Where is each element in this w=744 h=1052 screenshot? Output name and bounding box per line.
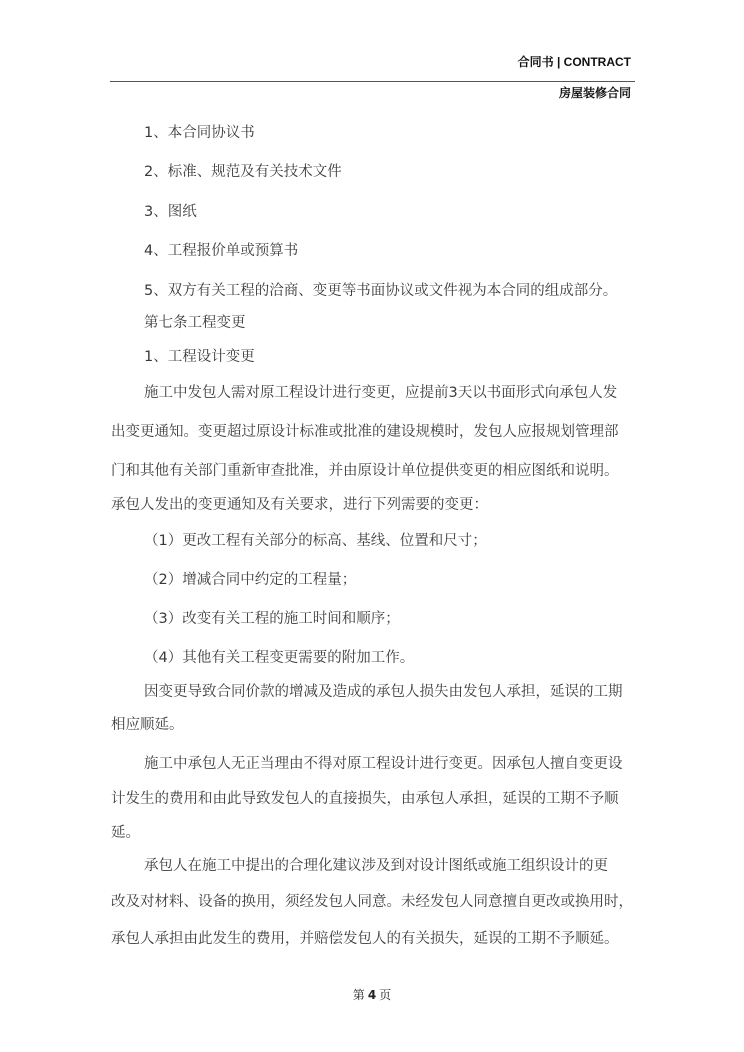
paragraph-line: 门和其他有关部门重新审查批准，并由原设计单位提供变更的相应图纸和说明。: [111, 463, 619, 479]
list-item: 3、图纸: [144, 204, 197, 220]
paragraph-line: 计发生的费用和由此导致发包人的直接损失，由承包人承担，延误的工期不予顺: [111, 791, 619, 807]
paragraph-line: 施工中承包人无正当理由不得对原工程设计进行变更。因承包人擅自变更设: [144, 756, 623, 772]
list-item: （3）改变有关工程的施工时间和顺序；: [144, 611, 400, 627]
list-item: 5、双方有关工程的洽商、变更等书面协议或文件视为本合同的组成部分。: [144, 283, 618, 299]
page-number-prefix: 第: [352, 988, 365, 1002]
header-title: 合同书 | CONTRACT: [517, 55, 631, 69]
paragraph-line: 改及对材料、设备的换用，须经发包人同意。未经发包人同意擅自更改或换用时，: [111, 894, 633, 910]
header-divider: [110, 81, 635, 82]
paragraph-line: 施工中发包人需对原工程设计进行变更，应提前3天以书面形式向承包人发: [144, 385, 618, 401]
list-item: （2）增减合同中约定的工程量；: [144, 572, 357, 588]
header-subtitle: 房屋装修合同: [558, 86, 631, 100]
list-item: （1）更改工程有关部分的标高、基线、位置和尺寸；: [144, 533, 487, 549]
subsection-heading: 1、工程设计变更: [144, 349, 255, 365]
page-number-suffix: 页: [379, 988, 392, 1002]
paragraph-line: 延。: [111, 825, 140, 841]
list-item: 1、本合同协议书: [144, 125, 255, 141]
paragraph-line: 承包人承担由此发生的费用，并赔偿发包人的有关损失，延误的工期不予顺延。: [111, 931, 619, 947]
paragraph-line: 出变更通知。变更超过原设计标准或批准的建设规模时，发包人应报规划管理部: [111, 424, 619, 440]
paragraph-line: 相应顺延。: [111, 717, 184, 733]
page-footer: [0, 986, 744, 1003]
list-item: 2、标准、规范及有关技术文件: [144, 164, 342, 180]
paragraph-line: 承包人在施工中提出的合理化建议涉及到对设计图纸或施工组织设计的更: [144, 858, 608, 874]
paragraph-line: 承包人发出的变更通知及有关要求，进行下列需要的变更：: [111, 497, 488, 513]
section-heading: 第七条工程变更: [144, 315, 246, 331]
list-item: （4）其他有关工程变更需要的附加工作。: [144, 650, 415, 666]
list-item: 4、工程报价单或预算书: [144, 243, 299, 259]
paragraph-line: 因变更导致合同价款的增减及造成的承包人损失由发包人承担，延误的工期: [144, 684, 623, 700]
page-number: 4: [367, 988, 377, 1002]
